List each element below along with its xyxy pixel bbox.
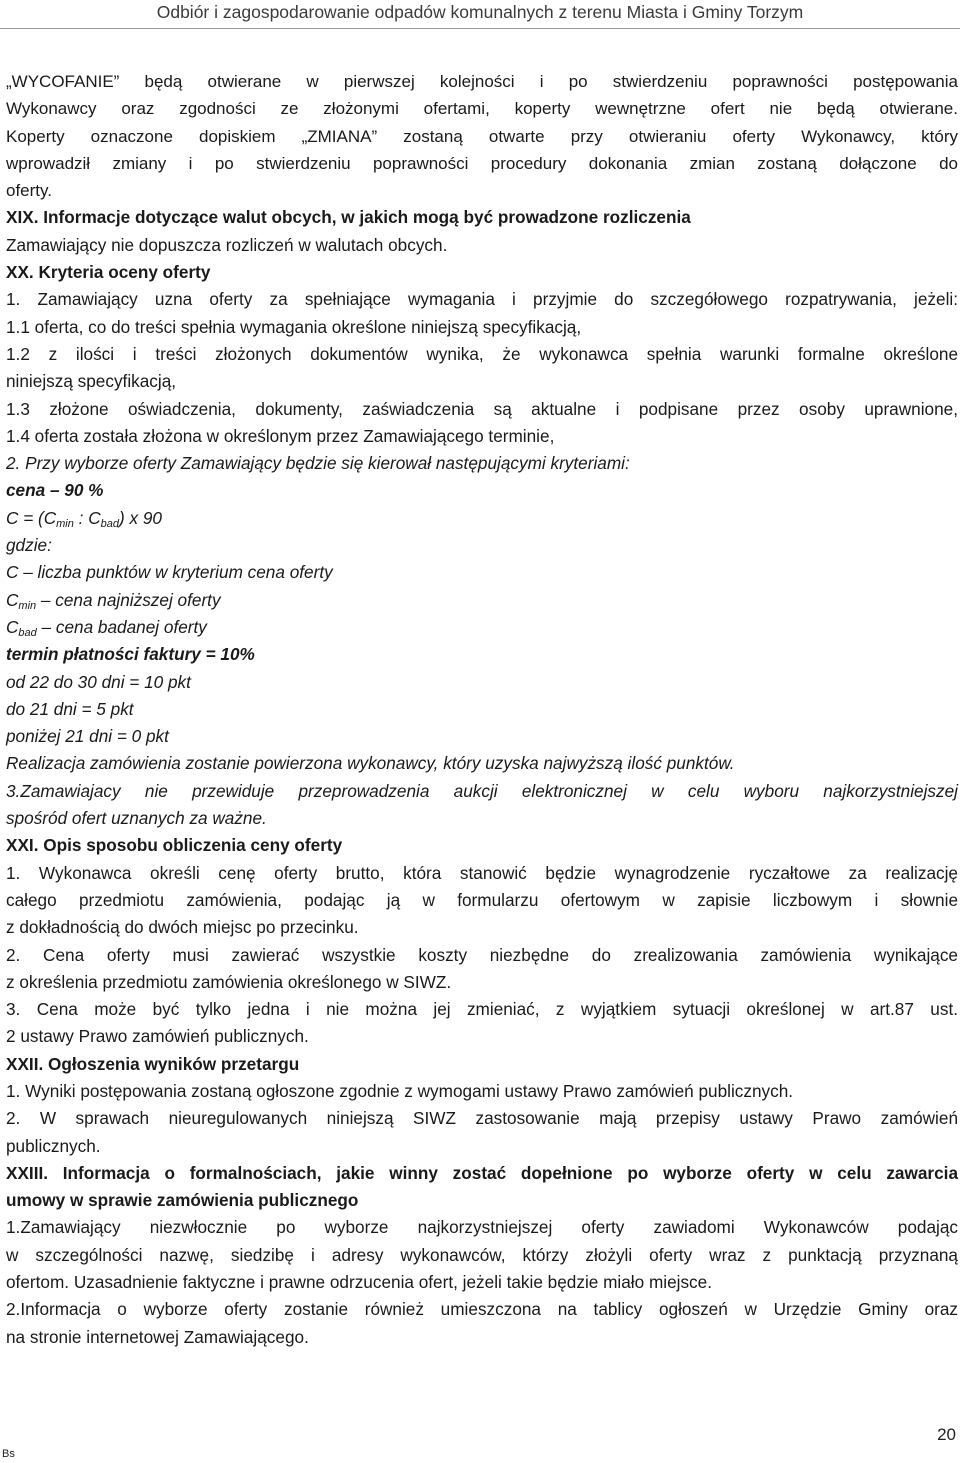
text-line: na stronie internetowej Zamawiającego. [6, 1326, 309, 1347]
section-heading-xix: XIX. Informacje dotyczące walut obcych, w jakich mogą być prowadzone rozliczenia [6, 207, 691, 228]
criterion-payment-term: termin płatności faktury = 10% [6, 644, 255, 665]
document-body [6, 68, 958, 1351]
text-line: Zamawiający nie dopuszcza rozliczeń w walutach obcych. [6, 234, 448, 255]
text-line: do 21 dni = 5 pkt [6, 698, 134, 719]
text-line: spośród ofert uznanych za ważne. [6, 808, 267, 829]
text-line: oferty. [6, 181, 52, 201]
text-line: Realizacja zamówienia zostanie powierzona wykonawcy, który uzyska najwyższą ilość punktów. [6, 753, 735, 774]
price-formula: $C = (C_{min}$ : $C_{bad}$) x 90 [6, 507, 162, 530]
text-line: 1.Zamawiający niezwłocznie po wyborze najkorzystniejszej oferty zawiadomi Wykonawców podając [6, 1217, 958, 1238]
text-line: 1. Wyniki postępowania zostaną ogłoszone zgodnie z wymogami ustawy Prawo zamówień publicznych. [6, 1080, 794, 1101]
section-heading-xxiii: XXIII. Informacja o formalnościach, jakie winny zostać dopełnione po wyborze oferty w celu zawarcia [6, 1162, 958, 1183]
text-line: 1.4 oferta została złożona w określonym przez Zamawiającego terminie, [6, 425, 555, 446]
text-line: całego przedmiotu zamówienia, podając ją w formularzu ofertowym w zapisie liczbowym i słownie [6, 889, 958, 910]
text-line: 1. Wykonawca określi cenę oferty brutto, która stanowić będzie wynagrodzenie ryczałtowe za realizację [6, 862, 958, 883]
text-line: 3.Zamawiajacy nie przewiduje przeprowadzenia aukcji elektronicznej w celu wyboru najkorzystniejszej [6, 780, 958, 801]
page-number: 20 [937, 1425, 956, 1444]
text-line: 1.1 oferta, co do treści spełnia wymagania określone niniejszą specyfikacją, [6, 316, 582, 337]
formula-legend-c: C – liczba punktów w kryterium cena oferty [6, 562, 333, 583]
formula-legend-cbad: $C_{bad}$ – cena badanej oferty [6, 616, 207, 639]
section-heading-xxiii-cont: umowy w sprawie zamówienia publicznego [6, 1190, 359, 1211]
text-line: od 22 do 30 dni = 10 pkt [6, 671, 191, 692]
criterion-price: cena – 90 % [6, 480, 104, 501]
text-line: 2.Informacja o wyborze oferty zostanie również umieszczona na tablicy ogłoszeń w Urzędzie Gminy oraz [6, 1299, 958, 1320]
text-line: 1.2 z ilości i treści złożonych dokumentów wynika, że wykonawca spełnia warunki formalne określone [6, 343, 958, 364]
formula-legend-cmin: $C_{min}$ – cena najniższej oferty [6, 589, 221, 612]
section-heading-xxii: XXII. Ogłoszenia wyników przetargu [6, 1053, 300, 1074]
text-line: poniżej 21 dni = 0 pkt [6, 726, 169, 747]
text-line: ofertom. Uzasadnienie faktyczne i prawne odrzucenia ofert, jeżeli takie będzie miało miejsce. [6, 1272, 712, 1293]
text-line: z dokładnością do dwóch miejsc po przecinku. [6, 917, 359, 938]
text-line: „WYCOFANIE” będą otwierane w pierwszej kolejności i po stwierdzeniu poprawności postępowania [6, 72, 958, 91]
text-line: 1. Zamawiający uzna oferty za spełniające wymagania i przyjmie do szczegółowego rozpatrywania, jeżeli: [6, 289, 958, 310]
criteria-intro: 2. Przy wyborze oferty Zamawiający będzie się kierował następującymi kryteriami: [6, 453, 630, 474]
text-line: 2 ustawy Prawo zamówień publicznych. [6, 1026, 309, 1047]
text-line: Koperty oznaczone dopiskiem „ZMIANA” zostaną otwarte przy otwieraniu oferty Wykonawcy, który [6, 126, 958, 146]
text-line: w szczególności nazwę, siedzibę i adresy wykonawców, którzy złożyli oferty wraz z punktacją przyznaną [6, 1244, 958, 1265]
text-line: niniejszą specyfikacją, [6, 371, 177, 392]
text-line: 2. Cena oferty musi zawierać wszystkie koszty niezbędne do zrealizowania zamówienia wynikające [6, 944, 958, 965]
text-line: z określenia przedmiotu zamówienia określonego w SIWZ. [6, 971, 452, 992]
section-heading-xx: XX. Kryteria oceny oferty [6, 262, 211, 283]
text-line: wprowadził zmiany i po stwierdzeniu poprawności procedury dokonania zmian zostaną dołączone do [6, 153, 958, 173]
footer-mark: Bs [2, 1448, 15, 1460]
text-line: gdzie: [6, 535, 52, 556]
text-line: 1.3 złożone oświadczenia, dokumenty, zaświadczenia są aktualne i podpisane przez osoby uprawnione, [6, 398, 958, 419]
section-heading-xxi: XXI. Opis sposobu obliczenia ceny oferty [6, 835, 343, 856]
page-header: Odbiór i zagospodarowanie odpadów komunalnych z terenu Miasta i Gminy Torzym [0, 0, 960, 29]
text-line: Wykonawcy oraz zgodności ze złożonymi ofertami, koperty wewnętrzne ofert nie będą otwierane. [6, 99, 958, 119]
text-line: 2. W sprawach nieuregulowanych niniejszą SIWZ zastosowanie mają przepisy ustawy Prawo zamówień [6, 1108, 958, 1129]
text-line: publicznych. [6, 1135, 101, 1156]
text-line: 3. Cena może być tylko jedna i nie można jej zmieniać, z wyjątkiem sytuacji określonej w art.87 ust. [6, 999, 958, 1020]
